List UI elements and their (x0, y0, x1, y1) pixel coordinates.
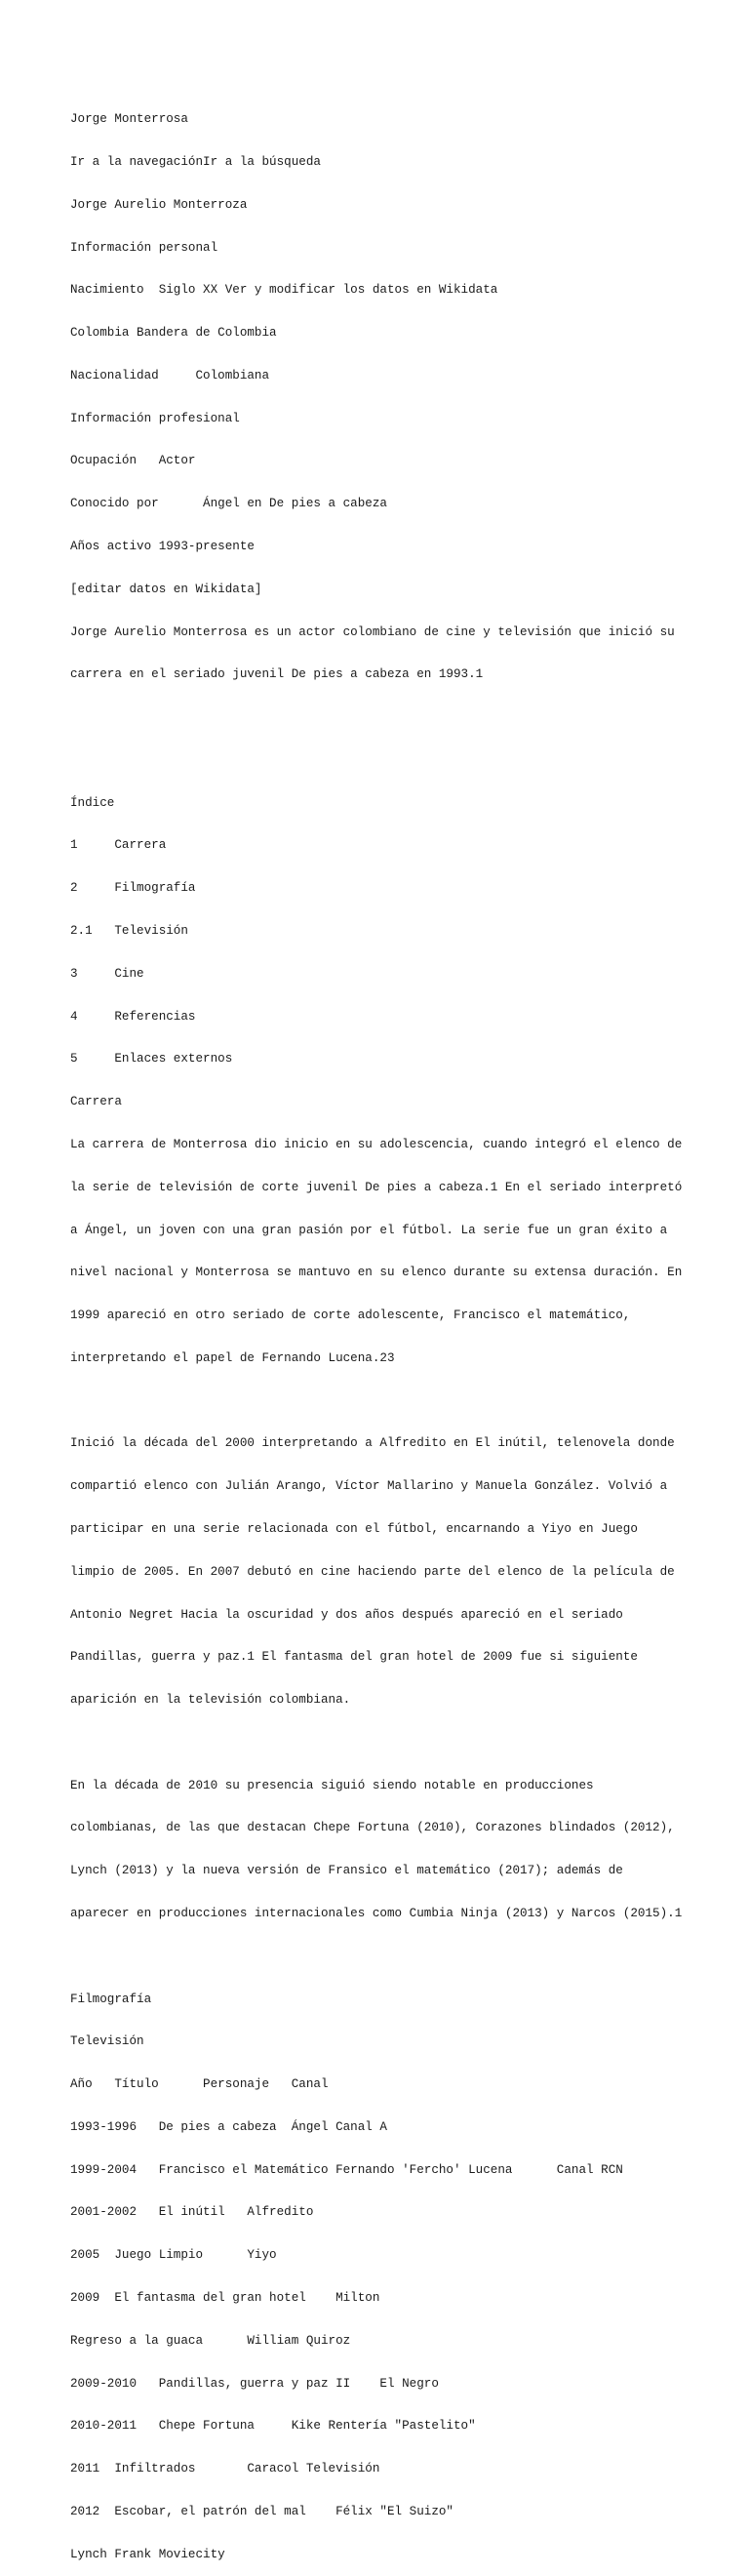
section-heading-filmography: Filmografía (70, 1992, 152, 2006)
edit-wikidata-link: [editar datos en Wikidata] (70, 582, 262, 596)
intro-paragraph-line: Jorge Aurelio Monterrosa es un actor colombiano de cine y televisión que inició su (70, 624, 675, 639)
toc-item: 2.1 Televisión (70, 924, 188, 939)
blank-line (70, 1394, 694, 1409)
infobox-country: Colombia Bandera de Colombia (70, 326, 277, 341)
career-paragraph-line: Pandillas, guerra y paz.1 El fantasma del gran hotel de 2009 fue si siguiente (70, 1650, 638, 1665)
table-row: Lynch Frank Moviecity (70, 2547, 225, 2561)
career-paragraph-line: Lynch (2013) y la nueva versión de Fransico el matemático (2017); además de (70, 1864, 623, 1878)
infobox-active-years: Años activo 1993-presente (70, 540, 255, 553)
career-paragraph-line: aparecer en producciones internacionales como Cumbia Ninja (2013) y Narcos (2015).1 (70, 1907, 683, 1920)
page-title: Jorge Monterrosa (70, 112, 188, 127)
document-text (70, 84, 694, 2576)
table-row: 2001-2002 El inútil Alfredito (70, 2205, 314, 2220)
infobox-occupation: Ocupación Actor (70, 454, 196, 468)
table-row: 2010-2011 Chepe Fortuna Kike Rentería "Pastelito" (70, 2419, 476, 2434)
section-heading-career: Carrera (70, 1095, 122, 1109)
section-heading-personal-info: Información personal (70, 240, 218, 255)
infobox-known-for: Conocido por Ángel en De pies a cabeza (70, 497, 387, 511)
table-row: 2009-2010 Pandillas, guerra y paz II El Negro (70, 2376, 439, 2391)
blank-line (70, 753, 694, 768)
career-paragraph-line: colombianas, de las que destacan Chepe Fortuna (2010), Corazones blindados (2012), (70, 1821, 675, 1835)
table-header-row: Año Título Personaje Canal (70, 2077, 329, 2092)
toc-item: 3 Cine (70, 966, 144, 981)
table-row: 2009 El fantasma del gran hotel Milton (70, 2291, 380, 2306)
career-paragraph-line: 1999 apareció en otro seriado de corte adolescente, Francisco el matemático, (70, 1308, 631, 1323)
table-row: 2011 Infiltrados Caracol Televisión (70, 2462, 380, 2476)
blank-line (70, 1736, 694, 1751)
blank-line (70, 710, 694, 725)
table-row: 1999-2004 Francisco el Matemático Fernando 'Fercho' Lucena Canal RCN (70, 2162, 623, 2177)
career-paragraph-line: nivel nacional y Monterrosa se mantuvo en su elenco durante su extensa duración. En (70, 1266, 683, 1280)
career-paragraph-line: participar en una serie relacionada con el fútbol, encarnando a Yiyo en Juego (70, 1521, 638, 1536)
career-paragraph-line: la serie de televisión de corte juvenil De pies a cabeza.1 En el seriado interpretó (70, 1180, 683, 1194)
table-row: 2005 Juego Limpio Yiyo (70, 2248, 277, 2263)
career-paragraph-line: compartió elenco con Julián Arango, Víctor Mallarino y Manuela González. Volvió a (70, 1479, 668, 1494)
career-paragraph-line: interpretando el papel de Fernando Lucena.23 (70, 1350, 395, 1365)
toc-item: 1 Carrera (70, 838, 167, 853)
intro-paragraph-line: carrera en el seriado juvenil De pies a cabeza en 1993.1 (70, 667, 484, 682)
full-name: Jorge Aurelio Monterroza (70, 197, 248, 212)
table-row: Regreso a la guaca William Quiroz (70, 2333, 351, 2348)
table-row: 1993-1996 De pies a cabeza Ángel Canal A (70, 2119, 387, 2134)
skip-links: Ir a la navegaciónIr a la búsqueda (70, 154, 321, 169)
career-paragraph-line: Antonio Negret Hacia la oscuridad y dos años después apareció en el seriado (70, 1607, 623, 1622)
subsection-heading-television: Televisión (70, 2034, 144, 2049)
career-paragraph-line: a Ángel, un joven con una gran pasión por el fútbol. La serie fue un gran éxito a (70, 1223, 668, 1237)
career-paragraph-line: La carrera de Monterrosa dio inicio en su adolescencia, cuando integró el elenco de (70, 1137, 683, 1151)
table-row: 2012 Escobar, el patrón del mal Félix "El Suizo" (70, 2504, 453, 2518)
blank-line (70, 1950, 694, 1964)
infobox-birth: Nacimiento Siglo XX Ver y modificar los datos en Wikidata (70, 283, 498, 298)
infobox-nationality: Nacionalidad Colombiana (70, 368, 270, 382)
toc-item: 2 Filmografía (70, 881, 196, 896)
career-paragraph-line: limpio de 2005. En 2007 debutó en cine haciendo parte del elenco de la película de (70, 1564, 675, 1579)
section-heading-professional-info: Información profesional (70, 411, 240, 425)
career-paragraph-line: Inició la década del 2000 interpretando a Alfredito en El inútil, telenovela donde (70, 1436, 675, 1451)
toc-heading: Índice (70, 795, 115, 810)
career-paragraph-line: aparición en la televisión colombiana. (70, 1693, 351, 1708)
career-paragraph-line: En la década de 2010 su presencia siguió siendo notable en producciones (70, 1778, 594, 1792)
toc-item: 4 Referencias (70, 1009, 196, 1024)
toc-item: 5 Enlaces externos (70, 1052, 233, 1067)
